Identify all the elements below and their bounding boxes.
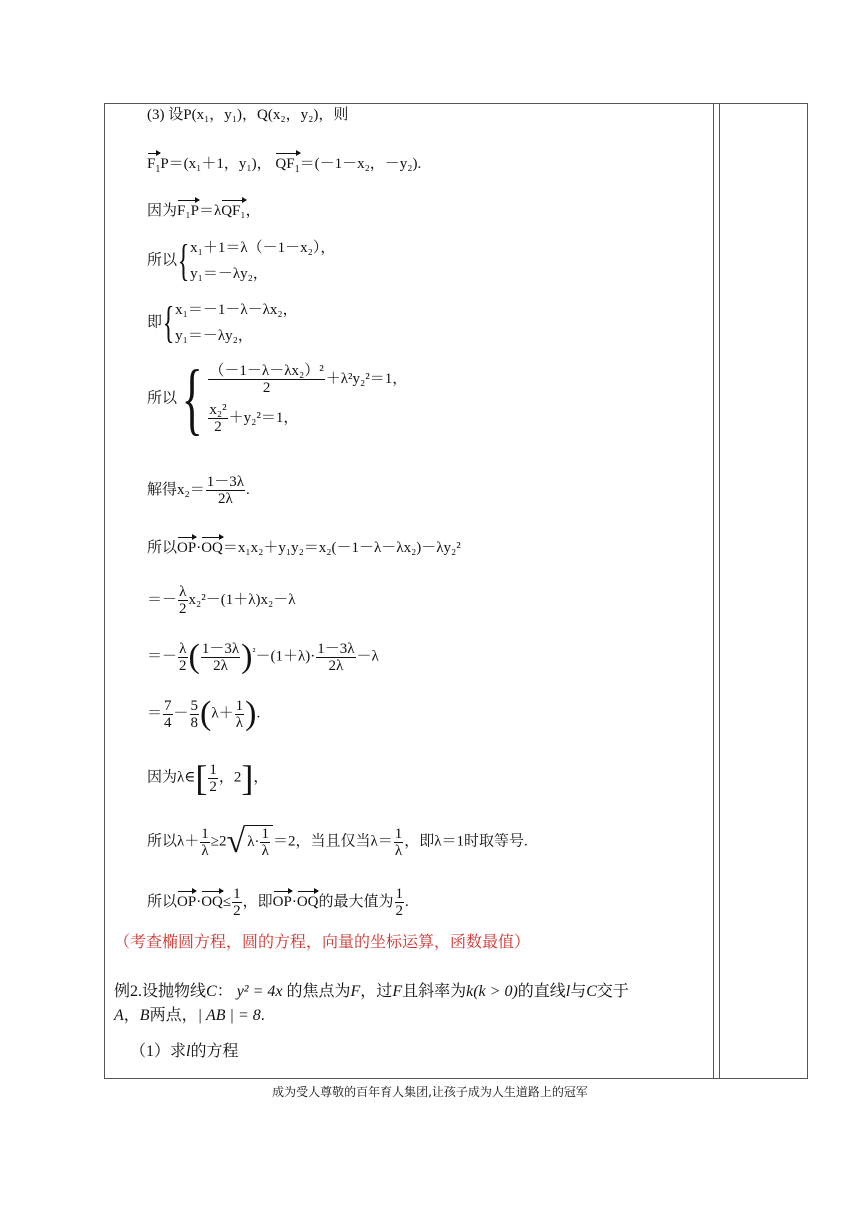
line-system-1: 所以{ x₁＋1＝λ（－1－x₂）， y₁＝－λy₂，	[147, 236, 336, 285]
brace-icon: {	[162, 298, 175, 347]
line-inequality: 所以λ＋ $\frac{1}{\lambda}$ ≥2√ λ· $\frac{1}{\lambda}$ ＝2，当且仅当λ＝ $\frac{1}{\lambda}$ ，即λ＝1时取等号.	[147, 823, 528, 860]
line-dot-product: 所以OP·OQ＝x₁x₂＋y₁y₂＝x₂(－1－λ－λx₂)－λy₂²	[147, 540, 461, 556]
column-divider	[719, 104, 720, 1078]
line-vectors: $F_1P=(x_1+1$，y₁)， $QF_1=(-1-x_2$，－y₂).	[147, 154, 421, 180]
brace-icon: {	[181, 355, 203, 443]
line-system-2: 即{ x₁＝－1－λ－λx₂， y₁＝－λy₂，	[147, 298, 298, 347]
note-red: （考查椭圆方程，圆的方程，向量的坐标运算，函数最值）	[114, 934, 531, 951]
vector-f1p: $F_1$	[147, 154, 160, 180]
page-footer: 成为受人尊敬的百年育人集团,让孩子成为人生道路上的冠军	[272, 1085, 588, 1099]
line-solve-x2: 解得x₂＝ $\frac{1-3\lambda}{2\lambda}$ .	[147, 474, 250, 507]
example-2-line-1: 例2.设抛物线C： y² = 4x 的焦点为F，过F且斜率为k(k > 0)的直线l与C交于	[114, 983, 629, 1000]
example-2-line-2: A，B两点，| AB | = 8.	[114, 1007, 265, 1024]
line-max-value: 所以OP·OQ≤ $\frac{1}{2}$ ，即OP·OQ的最大值为 $\frac{1}{2}$ .	[147, 886, 409, 919]
brace-icon: {	[177, 236, 190, 285]
line-step-2: ＝－ $\frac{\lambda}{2}$ ( $\frac{1-3\lambda}{2\lambda}$ )$^{^2}$－(1＋λ)· $\frac{1-3\lambda}{2\lambda}$ －λ	[147, 638, 379, 675]
line-system-3: 所以{ $\frac{\text{（－1－λ－λx₂）²}}{2}$ ＋λ²y₂²＝1， $\frac{\text{x₂²}}{2}$ ＋y₂²＝1，	[147, 355, 408, 443]
column-divider	[713, 104, 714, 1078]
sqrt-icon: √	[226, 823, 246, 860]
line-lambda-range: 因为λ∈[ $\frac{1}{2}$ ，2]，	[147, 758, 269, 798]
line-because: 因为F₁P＝λQF₁，	[147, 203, 261, 219]
line-step-3: ＝ $\frac{7}{4}$ － $\frac{5}{8}$ (λ＋ $\frac{1}{\lambda}$ ).	[147, 695, 261, 732]
line-step-1: ＝－ $\frac{\lambda}{2}$ x₂²－(1＋λ)x₂－λ	[147, 584, 296, 617]
vector-qf1: $QF_1$	[275, 154, 299, 180]
question-1: （1）求l的方程	[130, 1043, 239, 1060]
line-setup: (3) 设P(x₁，y₁)，Q(x₂，y₂)，则	[147, 107, 349, 123]
